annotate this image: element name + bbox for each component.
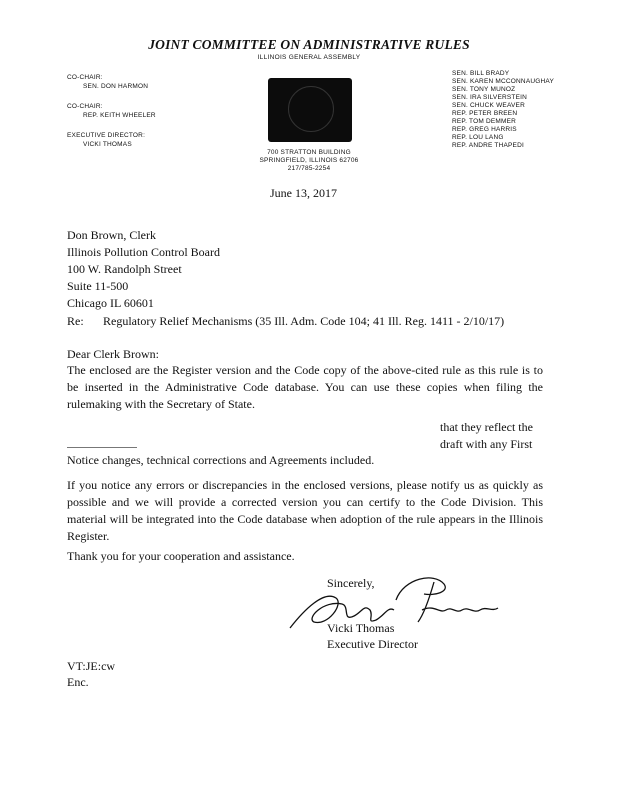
member: REP. GREG HARRIS: [452, 126, 517, 133]
co-chair-1-label: CO-CHAIR:: [67, 74, 103, 81]
member: REP. TOM DEMMER: [452, 118, 517, 125]
committee-subtitle: ILLINOIS GENERAL ASSEMBLY: [257, 54, 361, 61]
exec-director-label: EXECUTIVE DIRECTOR:: [67, 132, 146, 139]
typist-initials: VT:JE:cw: [67, 659, 116, 673]
scan-artifact-mark: [67, 447, 137, 448]
exec-director-name: VICKI THOMAS: [83, 141, 132, 148]
address-line-3: 217/785-2254: [287, 165, 331, 172]
letter-date: June 13, 2017: [270, 186, 337, 200]
co-chair-2-name: REP. KEITH WHEELER: [83, 112, 156, 119]
recipient-line: Illinois Pollution Control Board: [67, 245, 221, 259]
member: SEN. BILL BRADY: [452, 70, 510, 77]
member: REP. LOU LANG: [452, 134, 504, 141]
address-line-1: 700 STRATTON BUILDING: [267, 149, 351, 156]
recipient-line: Suite 11-500: [67, 279, 129, 293]
seal-ring: [288, 86, 334, 132]
paragraph-2-fragment-1: that they reflect the: [440, 420, 533, 434]
signer-name: Vicki Thomas: [327, 621, 395, 635]
paragraph-2-line-3: Notice changes, technical corrections and Agreements included.: [67, 453, 375, 467]
committee-seal: [268, 78, 352, 142]
closing-thanks: Thank you for your cooperation and assistance.: [67, 549, 295, 563]
member: SEN. CHUCK WEAVER: [452, 102, 525, 109]
salutation: Dear Clerk Brown:: [67, 347, 159, 361]
enclosure-note: Enc.: [67, 675, 89, 689]
co-chair-1-name: SEN. DON HARMON: [83, 83, 149, 90]
committee-title: JOINT COMMITTEE ON ADMINISTRATIVE RULES: [148, 37, 470, 52]
paragraph-2-fragment-2: draft with any First: [440, 437, 533, 451]
recipient-line: 100 W. Randolph Street: [67, 262, 182, 276]
sign-off: Sincerely,: [327, 576, 375, 590]
re-subject: Regulatory Relief Mechanisms (35 Ill. Adm. Code 104; 41 Ill. Reg. 1411 - 2/10/17): [103, 314, 505, 328]
member: SEN. TONY MUNOZ: [452, 86, 516, 93]
recipient-line: Chicago IL 60601: [67, 296, 154, 310]
member: REP. ANDRE THAPEDI: [452, 142, 524, 149]
paragraph-1: The enclosed are the Register version and the Code copy of the above-cited rule as this rule is to be inserted in the Administrative Code database. You can use these copies when filing the rulemaking with the Secretary of State.: [67, 363, 543, 411]
recipient-line: Don Brown, Clerk: [67, 228, 156, 242]
signer-title: Executive Director: [327, 637, 418, 651]
paragraph-3: If you notice any errors or discrepancies in the enclosed versions, please notify us as quickly as possible and we will provide a corrected version you can certify to the Code Division. This material will be integrated into the Code database when adoption of the rule appears in the Illinois Register.: [67, 478, 543, 543]
co-chair-2-label: CO-CHAIR:: [67, 103, 103, 110]
re-label: Re:: [67, 314, 84, 328]
member: REP. PETER BREEN: [452, 110, 518, 117]
members-list: [452, 70, 554, 150]
address-line-2: SPRINGFIELD, ILLINOIS 62706: [259, 157, 359, 164]
member: SEN. KAREN MCCONNAUGHAY: [452, 78, 554, 85]
recipient-block: [67, 227, 220, 312]
member: SEN. IRA SILVERSTEIN: [452, 94, 528, 101]
